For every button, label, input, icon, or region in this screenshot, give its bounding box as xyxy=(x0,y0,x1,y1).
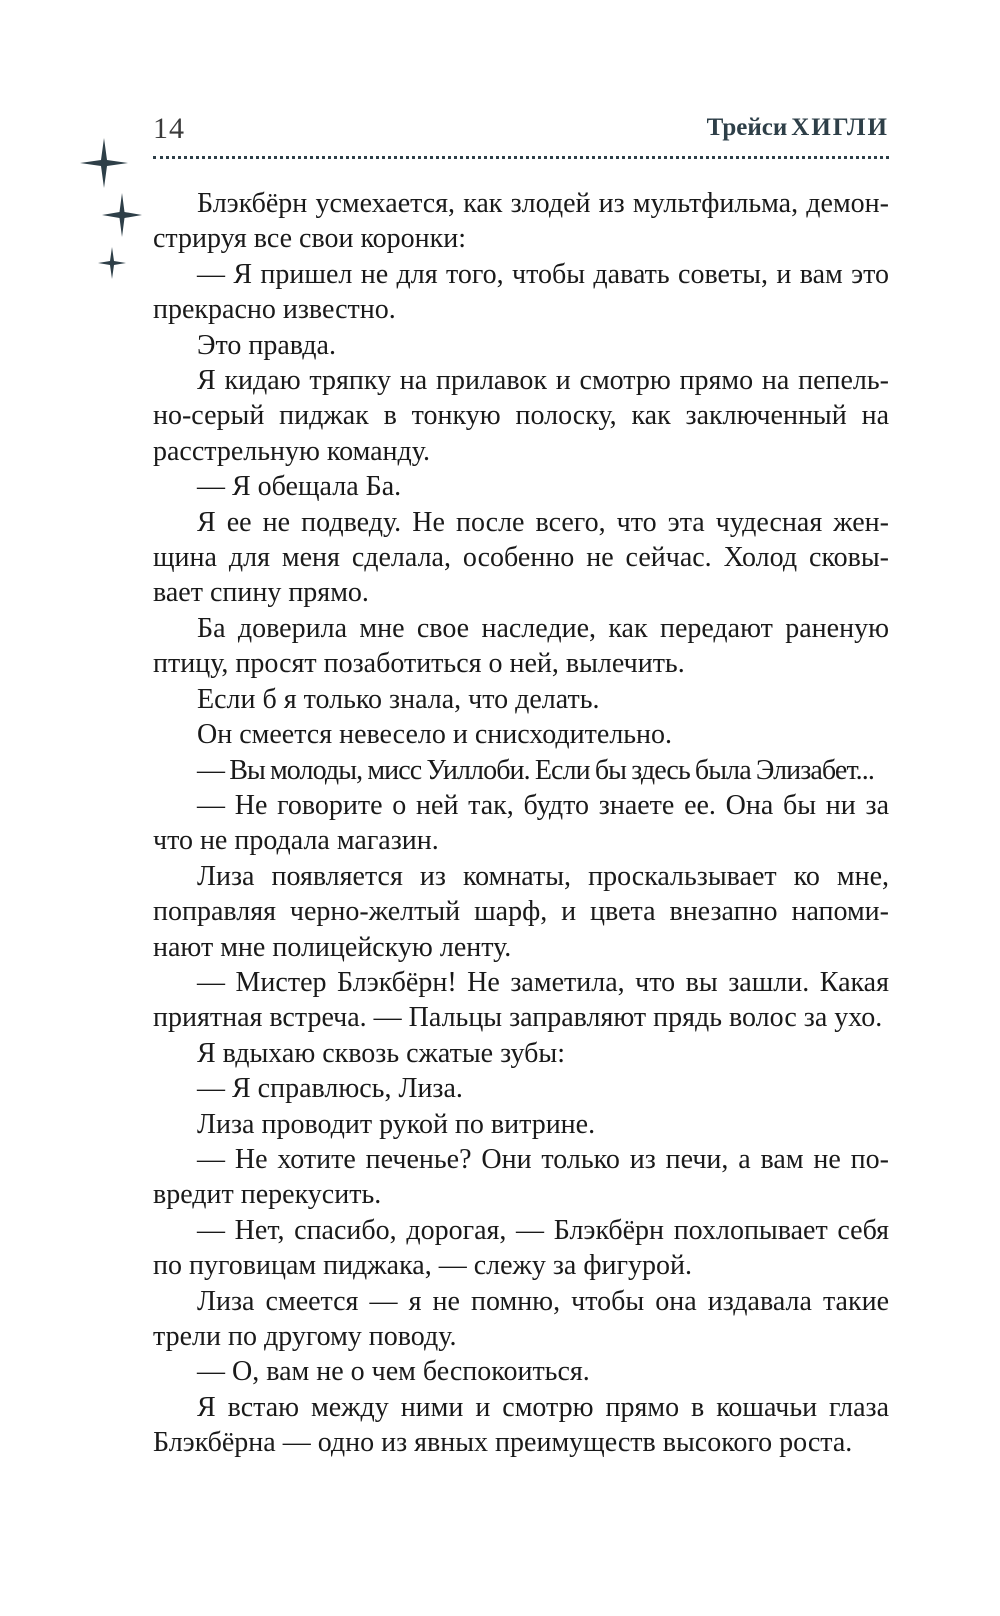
paragraph: — О, вам не о чем беспокоиться. xyxy=(197,1356,590,1388)
paragraph: Я вдыхаю сквозь сжатые зубы: xyxy=(197,1037,566,1069)
paragraph: Я встаю между ними и смотрю прямо в кошачьи глаза Блэкбёрна — одно из явных преимуществ высокого роста. xyxy=(153,1391,889,1459)
paragraph: Он смеется невесело и снисходительно. xyxy=(197,719,673,751)
author-last-name: ХИГЛИ xyxy=(791,114,889,141)
paragraph: — Не говорите о ней так, будто знаете ее. Она бы ни за что не продала магазин. xyxy=(153,789,889,857)
paragraph: — Вы молоды, мисс Уиллоби. Если бы здесь была Элизабет... xyxy=(197,754,874,786)
author-first-name: Трейси xyxy=(706,114,788,141)
paragraph: Я кидаю тряпку на прилавок и смотрю прямо на пепельно-серый пиджак в тонкую полоску, как заключенный на расстрельную команду. xyxy=(153,365,889,467)
page-number: 14 xyxy=(153,112,185,145)
paragraph: — Не хотите печенье? Они только из печи, а вам не повредит перекусить. xyxy=(153,1143,889,1211)
paragraph: Лиза проводит рукой по витрине. xyxy=(197,1108,596,1140)
running-head xyxy=(707,114,889,142)
body-text xyxy=(153,186,889,1461)
paragraph: Если б я только знала, что делать. xyxy=(197,683,600,715)
paragraph: — Я пришел не для того, чтобы давать советы, и вам это прекрасно известно. xyxy=(153,258,889,326)
paragraph: Это правда. xyxy=(197,329,336,361)
paragraph: Лиза смеется — я не помню, чтобы она издавала такие трели по другому поводу. xyxy=(153,1285,889,1352)
paragraph: — Мистер Блэкбёрн! Не заметила, что вы зашли. Какая приятная встреча. — Пальцы заправляют прядь волос за ухо. xyxy=(153,966,889,1034)
paragraph: — Я обещала Ба. xyxy=(197,471,402,503)
paragraph: Лиза появляется из комнаты, проскальзывает ко мне, поправляя черно-желтый шарф, и цвета внезапно напоминают мне полицейскую ленту. xyxy=(153,860,889,963)
paragraph: Ба доверила мне свое наследие, как передают раненую птицу, просят позаботиться о ней, вылечить. xyxy=(153,612,889,680)
page-header xyxy=(153,112,889,152)
paragraph: — Я справлюсь, Лиза. xyxy=(197,1073,463,1105)
paragraph: — Нет, спасибо, дорогая, — Блэкбёрн похлопывает себя по пуговицам пиджака, — слежу за фигурой. xyxy=(153,1214,889,1282)
paragraph: Я ее не подведу. Не после всего, что эта чудесная женщина для меня сделала, особенно не сейчас. Холод сковывает спину прямо. xyxy=(153,506,889,609)
paragraph: Блэкбёрн усмехается, как злодей из мультфильма, демонстрируя все свои коронки: xyxy=(153,188,889,255)
header-divider xyxy=(153,156,889,159)
